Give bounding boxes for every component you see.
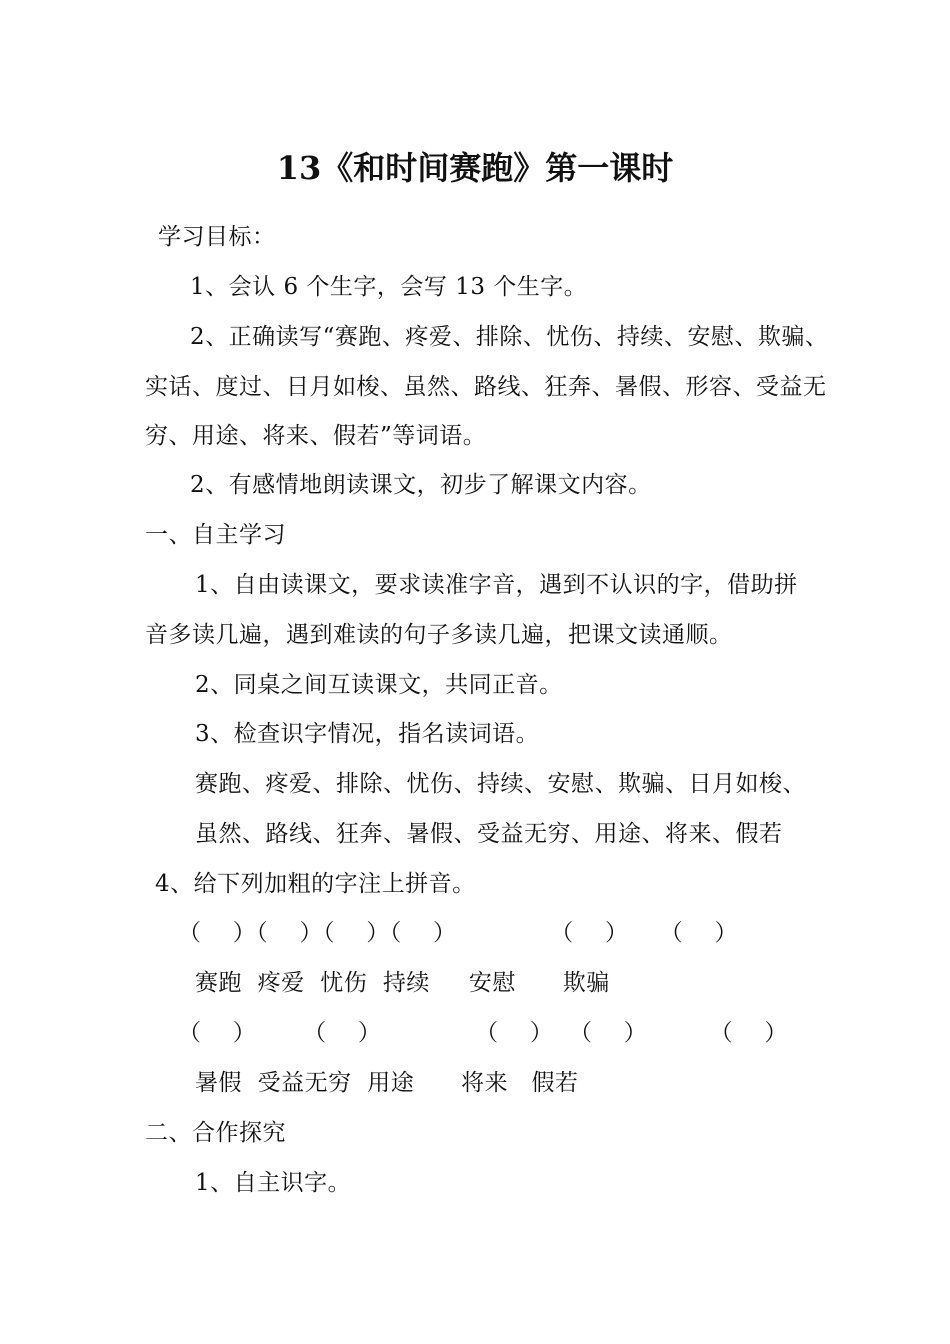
pinyin-blanks-row-2: （ ） （ ） （ ） （ ） （ ） xyxy=(178,1020,788,1046)
objective-1: 1、会认 6 个生字，会写 13 个生字。 xyxy=(190,274,588,300)
objective-3: 2、有感情地朗读课文，初步了解课文内容。 xyxy=(190,472,652,498)
task-1-line-1: 1、自由读课文，要求读准字音，遇到不认识的字，借助拼 xyxy=(195,572,798,598)
task-4: 4、给下列加粗的字注上拼音。 xyxy=(155,871,476,897)
section-1-heading: 一、自主学习 xyxy=(145,522,286,548)
task-1-line-2: 音多读几遍，遇到难读的句子多读几遍，把课文读通顺。 xyxy=(145,622,733,648)
pinyin-words-row-2: 暑假 受益无穷 用途 将来 假若 xyxy=(195,1070,579,1096)
pinyin-blanks-row-1: （ ）（ ）（ ）（ ） （ ） （ ） xyxy=(178,920,738,946)
objective-2-line-2: 实话、度过、日月如梭、虽然、路线、狂奔、暑假、形容、受益无 xyxy=(145,374,827,400)
section-2-task-1: 1、自主识字。 xyxy=(195,1170,352,1196)
objective-2-line-1: 2、正确读写“赛跑、疼爱、排除、忧伤、持续、安慰、欺骗、 xyxy=(190,324,829,350)
task-2: 2、同桌之间互读课文，共同正音。 xyxy=(195,672,563,698)
objective-2-line-3: 穷、用途、将来、假若”等词语。 xyxy=(145,423,487,449)
word-list-line-2: 虽然、路线、狂奔、暑假、受益无穷、用途、将来、假若 xyxy=(195,821,783,847)
task-3: 3、检查识字情况，指名读词语。 xyxy=(195,721,540,747)
pinyin-words-row-1: 赛跑 疼爱 忧伤 持续 安慰 欺骗 xyxy=(195,970,610,996)
objectives-heading: 学习目标： xyxy=(158,224,276,250)
section-2-heading: 二、合作探究 xyxy=(145,1120,286,1146)
page-title: 13《和时间赛跑》第一课时 xyxy=(276,149,674,187)
word-list-line-1: 赛跑、疼爱、排除、忧伤、持续、安慰、欺骗、日月如梭、 xyxy=(195,771,806,797)
